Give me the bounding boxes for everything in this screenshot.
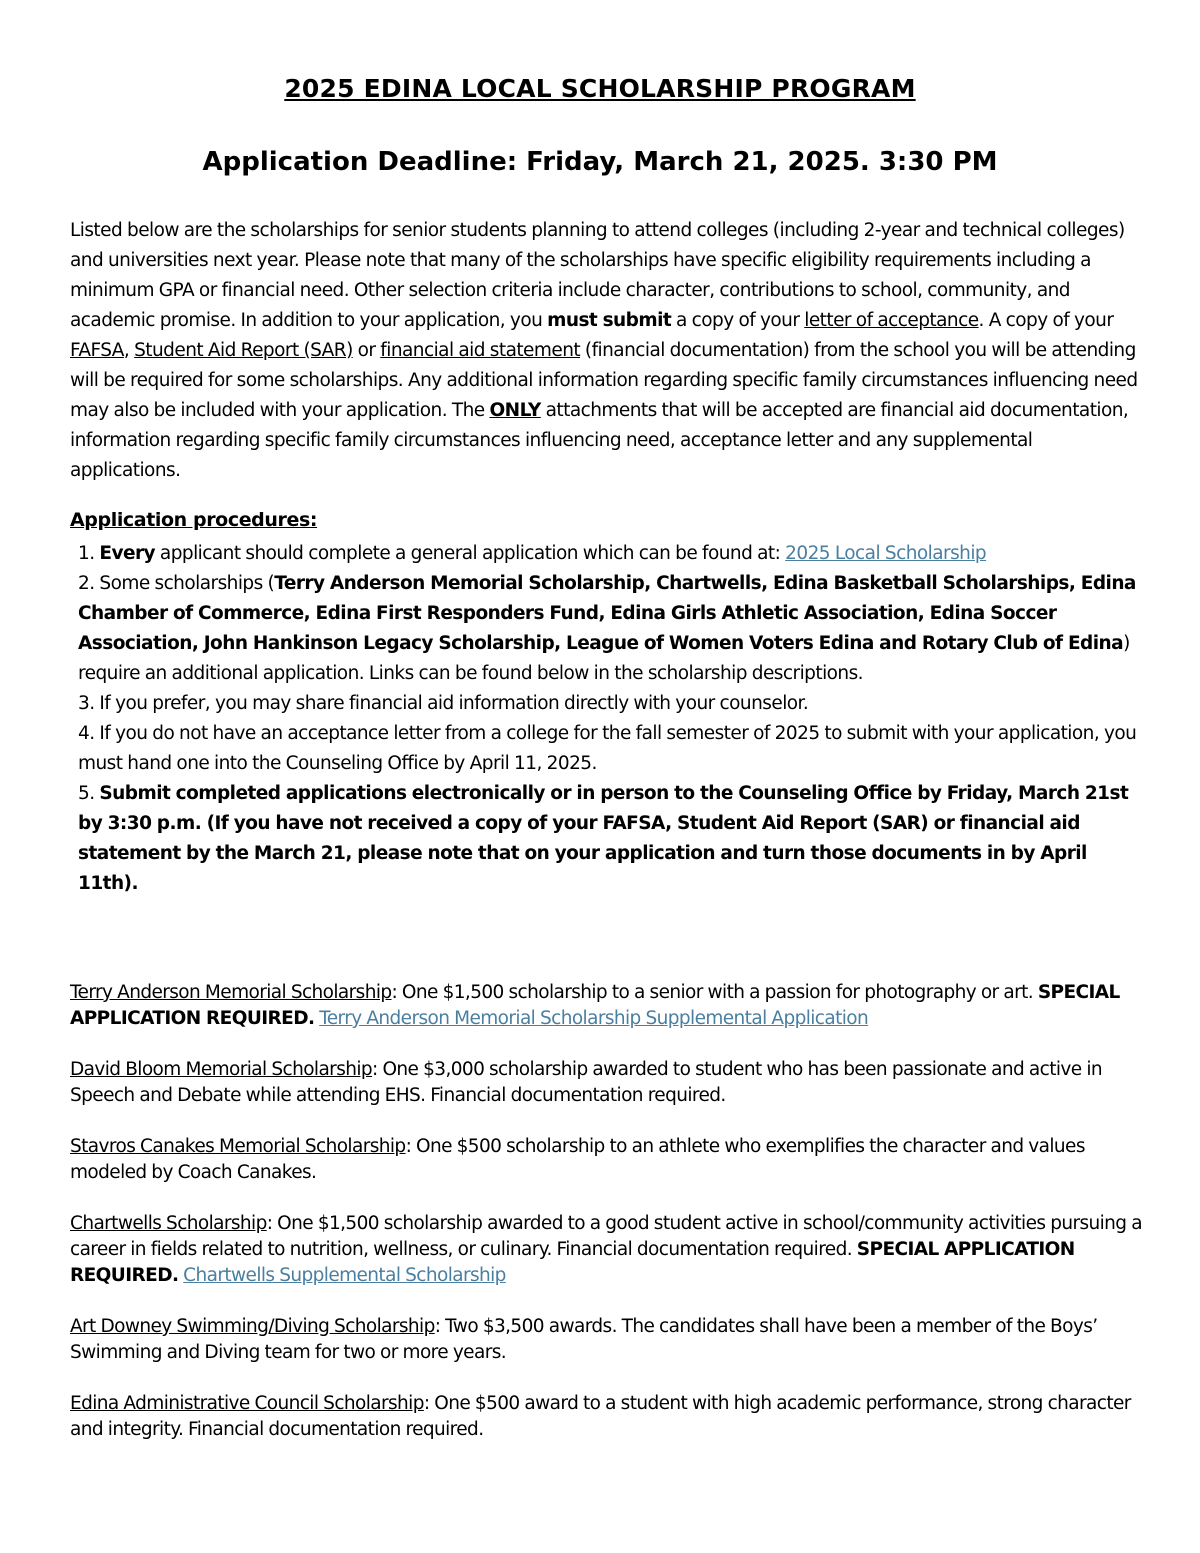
scholarship-desc: : One $3,000 scholarship awarded to student who has been passionate and active in Speech and Debate while attending EHS. Financial documentation required. [70,1059,1102,1106]
intro-text-3: . A copy of your [978,310,1114,331]
step-2-pre: 2. Some scholarships ( [78,573,275,594]
scholarship-list [70,980,1145,1468]
scholarship-stavros-canakes [70,1134,1145,1186]
scholarship-name: Edina Administrative Council Scholarship [70,1393,424,1414]
step-1-number: 1. [78,543,100,564]
procedure-step-4: 4. If you do not have an acceptance letter from a college for the fall semester of 2025 to submit with your application, you must hand one into the Counseling Office by April 11, 2025. [78,723,1137,774]
scholarship-terry-anderson [70,980,1145,1032]
special-application-note: SPECIAL APPLICATION REQUIRED. [70,982,1120,1029]
intro-text-4: (financial documentation) from the school you will be attending will be required for some scholarships. Any additional information regarding specific family circumstances influencing need may also be included with your application. The [70,340,1138,421]
financial-aid-statement-term: financial aid statement [380,340,581,361]
intro-text-2: a copy of your [671,310,805,331]
scholarship-desc: : Two $3,500 awards. The candidates shall have been a member of the Boys’ Swimming and Diving team for two or more years. [70,1316,1098,1363]
letter-of-acceptance: letter of acceptance [804,310,979,331]
application-deadline: Application Deadline: Friday, March 21, 2025. 3:30 PM [202,147,998,177]
scholarship-desc: : One $500 scholarship to an athlete who exemplifies the character and values modeled by Coach Canakes. [70,1136,1085,1183]
scholarship-chartwells [70,1211,1145,1289]
procedures-heading: Application procedures: [70,509,318,531]
fafsa-term: FAFSA [70,340,124,361]
intro-or: or [352,340,381,361]
intro-text-1: Listed below are the scholarships for senior students planning to attend colleges (including 2-year and technical colleges) and universities next year. Please note that many of the scholarships have specific eligibility requirements including a minimum GPA or financial need. Other selection criteria include character, contributions to school, community, and academic promise. In addition to your application, you [70,220,1125,331]
intro-paragraph [70,216,1140,486]
scholarship-david-bloom [70,1057,1145,1109]
every-emphasis: Every [99,543,156,564]
chartwells-supplemental-link[interactable]: Chartwells Supplemental Scholarship [183,1265,506,1286]
step-2-post: ) require an additional application. Links can be found below in the scholarship descriptions. [78,633,1130,684]
procedure-step-3: 3. If you prefer, you may share financial aid information directly with your counselor. [78,693,809,714]
terry-anderson-supplemental-link[interactable]: Terry Anderson Memorial Scholarship Supplemental Application [319,1008,869,1029]
must-submit-emphasis: must submit [547,310,672,331]
step-1-text: applicant should complete a general application which can be found at: [155,543,786,564]
procedure-step-2 [78,569,1138,689]
scholarship-edina-admin-council [70,1391,1145,1443]
step-5-number: 5. [78,783,100,804]
scholarship-art-downey [70,1314,1145,1366]
intro-text-5: attachments that will be accepted are financial aid documentation, information regarding specific family circumstances influencing need, acceptance letter and any supplemental applications. [70,400,1129,481]
scholarship-name: Terry Anderson Memorial Scholarship [70,982,392,1003]
sar-term: Student Aid Report (SAR) [134,340,353,361]
scholarship-name: Art Downey Swimming/Diving Scholarship [70,1316,435,1337]
scholarship-desc: : One $1,500 scholarship awarded to a good student active in school/community activities pursuing a career in fields related to nutrition, wellness, or culinary. Financial documentation required. [70,1213,1142,1260]
page-title: 2025 EDINA LOCAL SCHOLARSHIP PROGRAM [284,74,916,103]
scholarship-desc: : One $500 award to a student with high academic performance, strong character and integrity. Financial documentation required. [70,1393,1131,1440]
procedure-step-5 [78,779,1138,899]
procedures-list [78,539,1138,899]
special-application-note: SPECIAL APPLICATION REQUIRED. [70,1239,1075,1286]
scholarship-name: Chartwells Scholarship [70,1213,267,1234]
general-application-link[interactable]: 2025 Local Scholarship [785,543,987,564]
procedure-step-1 [78,539,1138,569]
scholarship-name: David Bloom Memorial Scholarship [70,1059,373,1080]
scholarship-desc: : One $1,500 scholarship to a senior with a passion for photography or art. [391,982,1038,1003]
only-emphasis: ONLY [489,400,541,421]
scholarship-name: Stavros Canakes Memorial Scholarship [70,1136,406,1157]
intro-comma: , [123,340,135,361]
step-2-scholarship-list: Terry Anderson Memorial Scholarship, Chartwells, Edina Basketball Scholarships, Edina Chamber of Commerce, Edina First Responders Fund, Edina Girls Athletic Association, Edina Soccer Association, John Hankinson Legacy Scholarship, League of Women Voters Edina and Rotary Club of Edina [78,573,1136,654]
step-5-text: Submit completed applications electronically or in person to the Counseling Office by Friday, March 21st by 3:30 p.m. (If you have not received a copy of your FAFSA, Student Aid Report (SAR) or financial aid statement by the March 21, please note that on your application and turn those documents in by April 11th). [78,783,1129,894]
